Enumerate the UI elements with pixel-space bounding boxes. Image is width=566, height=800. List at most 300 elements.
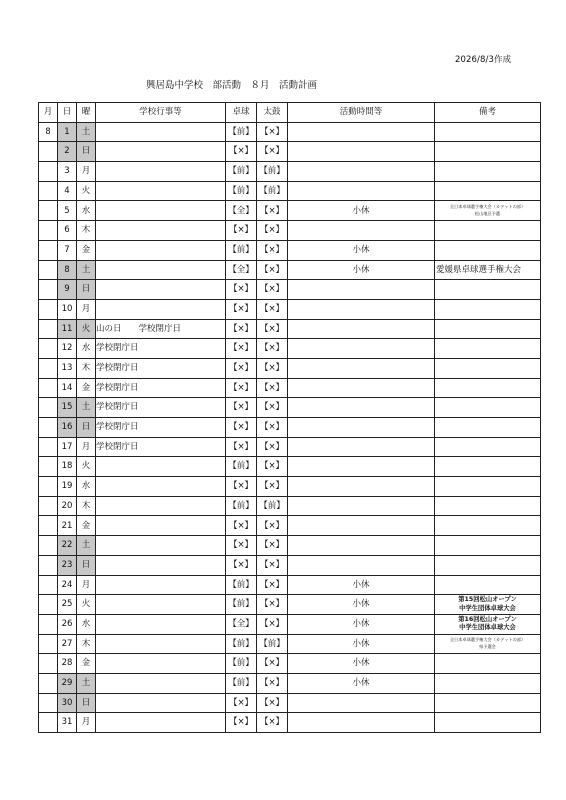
- weekday-cell: 月: [77, 713, 96, 733]
- month-cell: [39, 496, 58, 516]
- taiko-cell: 【×】: [257, 358, 288, 378]
- weekday-cell: 月: [77, 299, 96, 319]
- activity-time-cell: [288, 142, 435, 162]
- table-row: [39, 634, 541, 654]
- weekday-cell: 金: [77, 378, 96, 398]
- month-cell: [39, 319, 58, 339]
- weekday-cell: 土: [77, 673, 96, 693]
- remarks-cell: [435, 339, 541, 359]
- table-row: [39, 457, 541, 477]
- taiko-cell: 【×】: [257, 713, 288, 733]
- activity-time-cell: [288, 280, 435, 300]
- month-cell: [39, 477, 58, 497]
- remarks-cell: [435, 181, 541, 201]
- school-event-cell: [96, 142, 226, 162]
- activity-time-cell: 小休: [288, 201, 435, 221]
- day-cell: 1: [58, 122, 77, 142]
- school-event-cell: [96, 575, 226, 595]
- day-cell: 12: [58, 339, 77, 359]
- day-cell: 6: [58, 221, 77, 241]
- table-tennis-cell: 【前】: [226, 162, 257, 182]
- table-row: [39, 358, 541, 378]
- table-body: [39, 122, 541, 732]
- table-row: [39, 575, 541, 595]
- activity-time-cell: 小休: [288, 614, 435, 634]
- weekday-cell: 日: [77, 280, 96, 300]
- remarks-cell: [435, 713, 541, 733]
- activity-time-cell: [288, 358, 435, 378]
- activity-time-cell: 小休: [288, 595, 435, 615]
- month-cell: [39, 654, 58, 674]
- day-cell: 7: [58, 240, 77, 260]
- month-cell: [39, 418, 58, 438]
- day-cell: 11: [58, 319, 77, 339]
- day-cell: 28: [58, 654, 77, 674]
- month-cell: [39, 221, 58, 241]
- day-cell: 2: [58, 142, 77, 162]
- school-event-cell: [96, 162, 226, 182]
- table-row: [39, 319, 541, 339]
- school-event-cell: [96, 181, 226, 201]
- weekday-cell: 金: [77, 516, 96, 536]
- weekday-cell: 土: [77, 122, 96, 142]
- month-cell: [39, 142, 58, 162]
- table-tennis-cell: 【前】: [226, 654, 257, 674]
- remarks-cell: [435, 201, 541, 221]
- month-cell: [39, 378, 58, 398]
- month-cell: [39, 693, 58, 713]
- table-row: [39, 142, 541, 162]
- school-event-cell: [96, 713, 226, 733]
- table-row: [39, 595, 541, 615]
- day-cell: 19: [58, 477, 77, 497]
- month-cell: [39, 280, 58, 300]
- header-remarks: 備考: [435, 103, 541, 123]
- remarks-cell: [435, 398, 541, 418]
- table-row: [39, 437, 541, 457]
- school-event-cell: [96, 673, 226, 693]
- activity-time-cell: [288, 713, 435, 733]
- created-date: 2026/8/3作成: [455, 55, 512, 65]
- activity-time-cell: [288, 457, 435, 477]
- table-tennis-cell: 【×】: [226, 555, 257, 575]
- table-row: [39, 162, 541, 182]
- remarks-cell: [435, 319, 541, 339]
- table-row: [39, 713, 541, 733]
- activity-time-cell: [288, 181, 435, 201]
- remarks-cell: [435, 299, 541, 319]
- day-cell: 5: [58, 201, 77, 221]
- weekday-cell: 金: [77, 654, 96, 674]
- school-event-cell: [96, 555, 226, 575]
- table-tennis-cell: 【×】: [226, 221, 257, 241]
- activity-time-cell: [288, 516, 435, 536]
- month-cell: [39, 162, 58, 182]
- taiko-cell: 【×】: [257, 142, 288, 162]
- weekday-cell: 木: [77, 496, 96, 516]
- day-cell: 3: [58, 162, 77, 182]
- remark-bold-line: 中学生団体卓球大会: [459, 624, 516, 632]
- day-cell: 31: [58, 713, 77, 733]
- table-tennis-cell: 【前】: [226, 496, 257, 516]
- school-event-cell: 学校閉庁日: [96, 378, 226, 398]
- table-header-row: [39, 103, 541, 123]
- weekday-cell: 火: [77, 319, 96, 339]
- remarks-cell: [435, 516, 541, 536]
- day-cell: 26: [58, 614, 77, 634]
- table-row: [39, 418, 541, 438]
- school-event-cell: [96, 595, 226, 615]
- taiko-cell: 【×】: [257, 280, 288, 300]
- school-event-cell: 学校閉庁日: [96, 358, 226, 378]
- table-row: [39, 398, 541, 418]
- table-tennis-cell: 【×】: [226, 280, 257, 300]
- table-tennis-cell: 【全】: [226, 260, 257, 280]
- day-cell: 29: [58, 673, 77, 693]
- remark-bold-line: 中学生団体卓球大会: [459, 604, 516, 612]
- school-event-cell: [96, 477, 226, 497]
- table-row: [39, 280, 541, 300]
- remarks-cell: [435, 437, 541, 457]
- school-event-cell: [96, 654, 226, 674]
- remarks-cell: [435, 654, 541, 674]
- remarks-cell: [435, 457, 541, 477]
- weekday-cell: 日: [77, 693, 96, 713]
- weekday-cell: 水: [77, 477, 96, 497]
- weekday-cell: 木: [77, 358, 96, 378]
- table-tennis-cell: 【×】: [226, 378, 257, 398]
- table-tennis-cell: 【全】: [226, 614, 257, 634]
- table-tennis-cell: 【×】: [226, 437, 257, 457]
- remarks-cell: [435, 162, 541, 182]
- table-tennis-cell: 【×】: [226, 319, 257, 339]
- activity-time-cell: [288, 496, 435, 516]
- weekday-cell: 火: [77, 181, 96, 201]
- day-cell: 13: [58, 358, 77, 378]
- taiko-cell: 【×】: [257, 319, 288, 339]
- taiko-cell: 【×】: [257, 516, 288, 536]
- header-table-tennis: 卓球: [226, 103, 257, 123]
- school-event-cell: [96, 496, 226, 516]
- month-cell: [39, 358, 58, 378]
- school-event-cell: [96, 536, 226, 556]
- taiko-cell: 【前】: [257, 634, 288, 654]
- taiko-cell: 【×】: [257, 477, 288, 497]
- day-cell: 22: [58, 536, 77, 556]
- table-tennis-cell: 【×】: [226, 339, 257, 359]
- weekday-cell: 月: [77, 437, 96, 457]
- remark-bold-line: 第15回松山オープン: [458, 596, 517, 604]
- activity-time-cell: 小休: [288, 654, 435, 674]
- table-row: [39, 339, 541, 359]
- remark-small-line: 松山地区予選: [474, 210, 501, 216]
- remarks-cell: [435, 634, 541, 654]
- taiko-cell: 【×】: [257, 260, 288, 280]
- school-event-cell: 山の日 学校閉庁日: [96, 319, 226, 339]
- taiko-cell: 【×】: [257, 299, 288, 319]
- month-cell: [39, 240, 58, 260]
- month-cell: [39, 201, 58, 221]
- day-cell: 23: [58, 555, 77, 575]
- remarks-cell: [435, 260, 541, 280]
- table-row: [39, 201, 541, 221]
- taiko-cell: 【×】: [257, 221, 288, 241]
- taiko-cell: 【前】: [257, 496, 288, 516]
- activity-time-cell: [288, 378, 435, 398]
- weekday-cell: 火: [77, 595, 96, 615]
- day-cell: 20: [58, 496, 77, 516]
- table-tennis-cell: 【前】: [226, 240, 257, 260]
- taiko-cell: 【前】: [257, 181, 288, 201]
- day-cell: 14: [58, 378, 77, 398]
- activity-time-cell: [288, 536, 435, 556]
- school-event-cell: [96, 614, 226, 634]
- taiko-cell: 【×】: [257, 122, 288, 142]
- table-row: [39, 378, 541, 398]
- taiko-cell: 【×】: [257, 536, 288, 556]
- month-cell: [39, 536, 58, 556]
- table-row: [39, 536, 541, 556]
- month-cell: [39, 181, 58, 201]
- day-cell: 16: [58, 418, 77, 438]
- remark-small-line: 県予選会: [479, 643, 496, 649]
- day-cell: 27: [58, 634, 77, 654]
- day-cell: 21: [58, 516, 77, 536]
- activity-time-cell: 小休: [288, 240, 435, 260]
- activity-schedule-table: [38, 102, 541, 733]
- table-row: [39, 555, 541, 575]
- month-cell: [39, 437, 58, 457]
- header-school-events: 学校行事等: [96, 103, 226, 123]
- day-cell: 9: [58, 280, 77, 300]
- table-tennis-cell: 【×】: [226, 536, 257, 556]
- day-cell: 17: [58, 437, 77, 457]
- day-cell: 30: [58, 693, 77, 713]
- table-tennis-cell: 【×】: [226, 142, 257, 162]
- table-row: [39, 260, 541, 280]
- school-event-cell: [96, 516, 226, 536]
- month-cell: 8: [39, 122, 58, 142]
- table-row: [39, 122, 541, 142]
- school-event-cell: 学校閉庁日: [96, 398, 226, 418]
- month-cell: [39, 595, 58, 615]
- remark-bold-line: 第16回松山オープン: [458, 615, 517, 623]
- month-cell: [39, 555, 58, 575]
- day-cell: 18: [58, 457, 77, 477]
- header-month: 月: [39, 103, 58, 123]
- activity-time-cell: 小休: [288, 260, 435, 280]
- month-cell: [39, 457, 58, 477]
- school-event-cell: [96, 201, 226, 221]
- remarks-cell: [435, 240, 541, 260]
- taiko-cell: 【×】: [257, 378, 288, 398]
- activity-time-cell: [288, 555, 435, 575]
- activity-time-cell: [288, 418, 435, 438]
- remarks-cell: [435, 496, 541, 516]
- school-event-cell: [96, 299, 226, 319]
- page-title: 興居島中学校 部活動 ８月 活動計画: [146, 80, 318, 91]
- taiko-cell: 【×】: [257, 398, 288, 418]
- school-event-cell: [96, 221, 226, 241]
- activity-time-cell: [288, 122, 435, 142]
- weekday-cell: 水: [77, 339, 96, 359]
- remarks-cell: [435, 555, 541, 575]
- taiko-cell: 【前】: [257, 162, 288, 182]
- remarks-cell: [435, 122, 541, 142]
- month-cell: [39, 516, 58, 536]
- activity-time-cell: [288, 693, 435, 713]
- month-cell: [39, 673, 58, 693]
- day-cell: 4: [58, 181, 77, 201]
- weekday-cell: 日: [77, 418, 96, 438]
- table-tennis-cell: 【前】: [226, 457, 257, 477]
- weekday-cell: 月: [77, 575, 96, 595]
- remark-text: 愛媛県卓球選手権大会: [436, 264, 522, 275]
- remarks-cell: [435, 693, 541, 713]
- month-cell: [39, 614, 58, 634]
- table-tennis-cell: 【前】: [226, 673, 257, 693]
- month-cell: [39, 260, 58, 280]
- table-tennis-cell: 【×】: [226, 713, 257, 733]
- activity-time-cell: [288, 477, 435, 497]
- header-activity-time: 活動時間等: [288, 103, 435, 123]
- table-row: [39, 654, 541, 674]
- school-event-cell: 学校閉庁日: [96, 437, 226, 457]
- day-cell: 24: [58, 575, 77, 595]
- table-row: [39, 299, 541, 319]
- school-event-cell: [96, 457, 226, 477]
- remarks-cell: [435, 595, 541, 615]
- table-row: [39, 240, 541, 260]
- day-cell: 10: [58, 299, 77, 319]
- table-tennis-cell: 【×】: [226, 477, 257, 497]
- header-taiko: 太鼓: [257, 103, 288, 123]
- activity-time-cell: [288, 437, 435, 457]
- table-tennis-cell: 【×】: [226, 398, 257, 418]
- table-row: [39, 496, 541, 516]
- weekday-cell: 木: [77, 221, 96, 241]
- school-event-cell: [96, 122, 226, 142]
- day-cell: 25: [58, 595, 77, 615]
- weekday-cell: 土: [77, 260, 96, 280]
- remarks-cell: [435, 536, 541, 556]
- weekday-cell: 月: [77, 162, 96, 182]
- table-tennis-cell: 【×】: [226, 418, 257, 438]
- taiko-cell: 【×】: [257, 654, 288, 674]
- school-event-cell: [96, 260, 226, 280]
- taiko-cell: 【×】: [257, 673, 288, 693]
- taiko-cell: 【×】: [257, 555, 288, 575]
- activity-time-cell: 小休: [288, 673, 435, 693]
- taiko-cell: 【×】: [257, 457, 288, 477]
- school-event-cell: [96, 240, 226, 260]
- remark-small-line: 全日本卓球選手権大会（カデットの部）: [449, 204, 526, 210]
- table-tennis-cell: 【前】: [226, 122, 257, 142]
- month-cell: [39, 339, 58, 359]
- taiko-cell: 【×】: [257, 240, 288, 260]
- activity-time-cell: [288, 299, 435, 319]
- taiko-cell: 【×】: [257, 437, 288, 457]
- weekday-cell: 金: [77, 240, 96, 260]
- header-weekday: 曜: [77, 103, 96, 123]
- table-tennis-cell: 【×】: [226, 516, 257, 536]
- day-cell: 15: [58, 398, 77, 418]
- remarks-cell: [435, 280, 541, 300]
- weekday-cell: 土: [77, 398, 96, 418]
- taiko-cell: 【×】: [257, 418, 288, 438]
- table-row: [39, 477, 541, 497]
- activity-time-cell: 小休: [288, 634, 435, 654]
- month-cell: [39, 398, 58, 418]
- month-cell: [39, 713, 58, 733]
- weekday-cell: 火: [77, 457, 96, 477]
- taiko-cell: 【×】: [257, 693, 288, 713]
- weekday-cell: 日: [77, 555, 96, 575]
- remarks-cell: [435, 358, 541, 378]
- weekday-cell: 水: [77, 614, 96, 634]
- month-cell: [39, 299, 58, 319]
- taiko-cell: 【×】: [257, 595, 288, 615]
- remarks-cell: [435, 673, 541, 693]
- remarks-cell: [435, 142, 541, 162]
- activity-time-cell: [288, 162, 435, 182]
- activity-time-cell: 小休: [288, 575, 435, 595]
- table-tennis-cell: 【前】: [226, 181, 257, 201]
- table-tennis-cell: 【×】: [226, 358, 257, 378]
- table-tennis-cell: 【前】: [226, 575, 257, 595]
- school-event-cell: [96, 634, 226, 654]
- weekday-cell: 土: [77, 536, 96, 556]
- remarks-cell: [435, 477, 541, 497]
- table-tennis-cell: 【×】: [226, 693, 257, 713]
- table-tennis-cell: 【前】: [226, 634, 257, 654]
- table-row: [39, 221, 541, 241]
- weekday-cell: 日: [77, 142, 96, 162]
- month-cell: [39, 575, 58, 595]
- table-tennis-cell: 【前】: [226, 595, 257, 615]
- taiko-cell: 【×】: [257, 339, 288, 359]
- remarks-cell: [435, 221, 541, 241]
- table-tennis-cell: 【全】: [226, 201, 257, 221]
- month-cell: [39, 634, 58, 654]
- weekday-cell: 木: [77, 634, 96, 654]
- activity-time-cell: [288, 398, 435, 418]
- table-row: [39, 516, 541, 536]
- remarks-cell: [435, 575, 541, 595]
- school-event-cell: 学校閉庁日: [96, 418, 226, 438]
- table-row: [39, 673, 541, 693]
- remark-small-line: 全日本卓球選手権大会（カデットの部）: [449, 637, 526, 643]
- table-row: [39, 181, 541, 201]
- remarks-cell: [435, 614, 541, 634]
- taiko-cell: 【×】: [257, 614, 288, 634]
- taiko-cell: 【×】: [257, 575, 288, 595]
- remarks-cell: [435, 418, 541, 438]
- activity-time-cell: [288, 221, 435, 241]
- table-row: [39, 693, 541, 713]
- school-event-cell: [96, 693, 226, 713]
- remarks-cell: [435, 378, 541, 398]
- header-day: 日: [58, 103, 77, 123]
- table-tennis-cell: 【×】: [226, 299, 257, 319]
- school-event-cell: [96, 280, 226, 300]
- table-row: [39, 614, 541, 634]
- weekday-cell: 水: [77, 201, 96, 221]
- taiko-cell: 【×】: [257, 201, 288, 221]
- activity-time-cell: [288, 319, 435, 339]
- school-event-cell: 学校閉庁日: [96, 339, 226, 359]
- activity-time-cell: [288, 339, 435, 359]
